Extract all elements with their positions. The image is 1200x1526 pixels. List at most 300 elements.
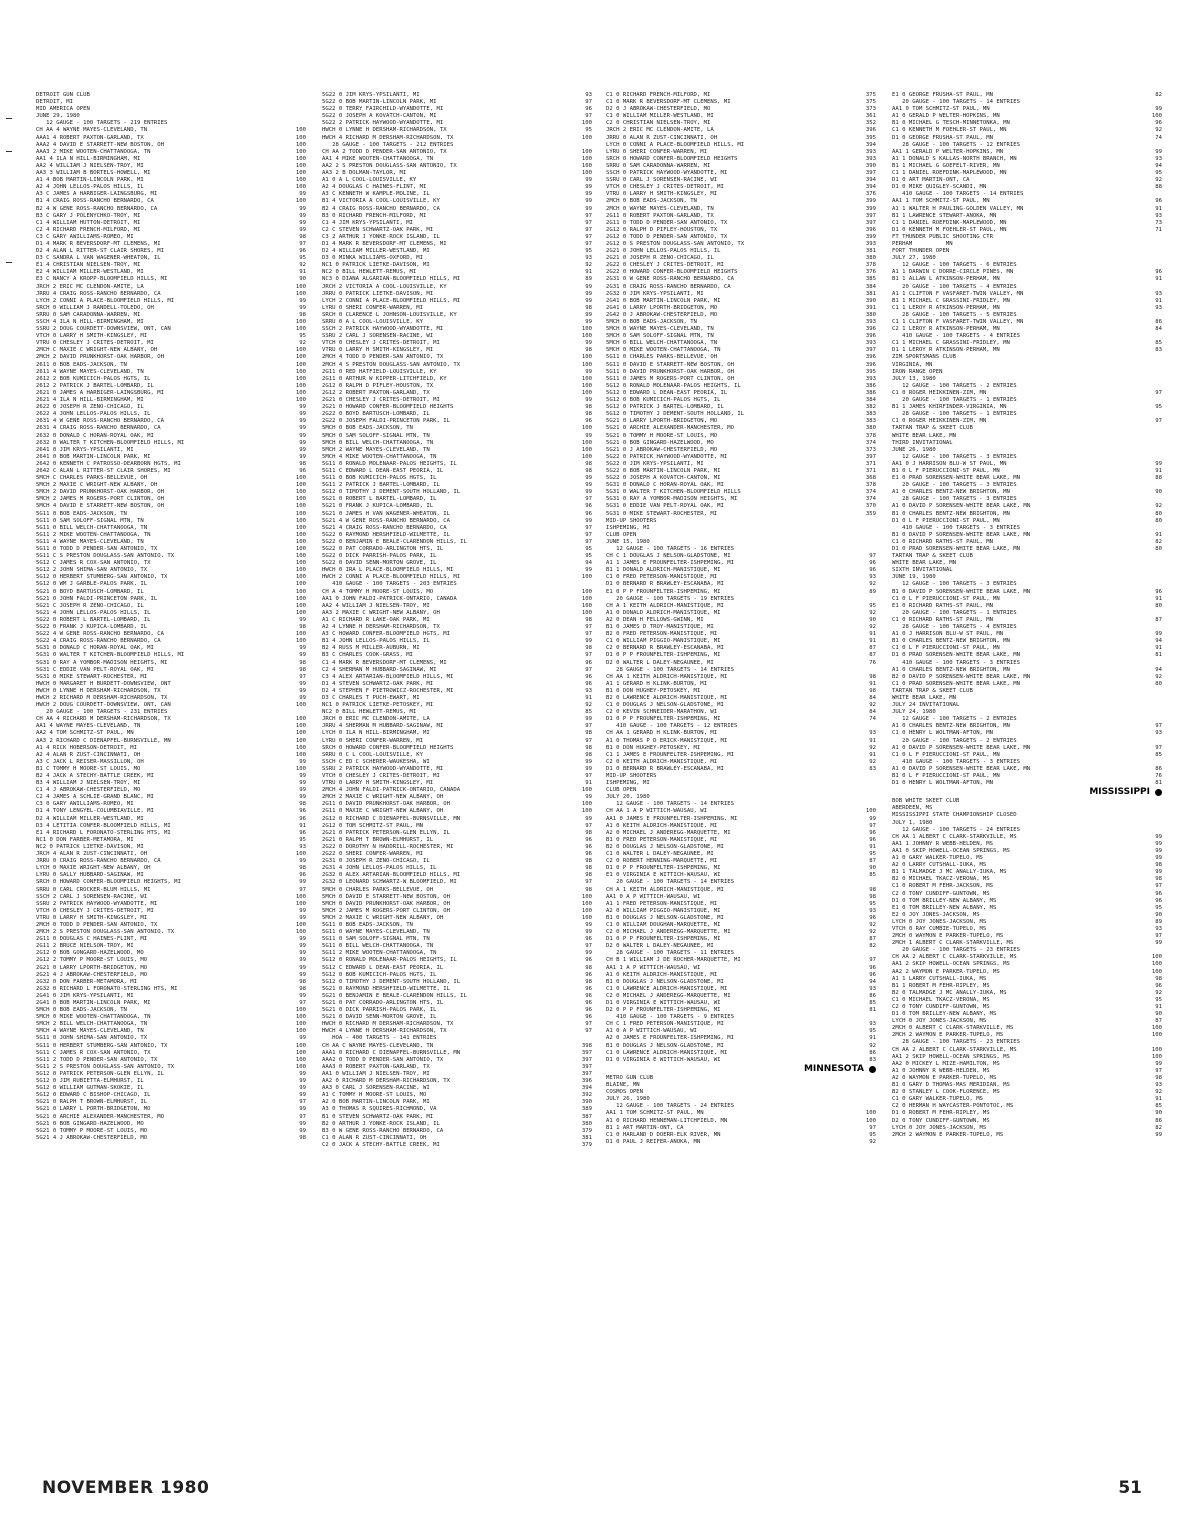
result-entry: 2G32 0 DON FARBER-METAMORA, MI: [36, 978, 138, 985]
result-line: [606, 518, 876, 525]
result-score: 352: [865, 120, 876, 127]
result-line: [892, 695, 1162, 702]
result-entry: C2 0 KEITH ALDRICH-MANISTIQUE, MI: [606, 758, 718, 765]
result-entry: B1 0 DON HUGHEY-PETOSKEY, MI: [606, 744, 701, 751]
result-line: [322, 574, 592, 581]
result-line: [892, 340, 1162, 347]
result-score: 394: [581, 1085, 592, 1092]
result-entry: D2 0 WALTER L DALEY-NEGAUNEE, MI: [606, 659, 714, 666]
result-entry: LYCH 0 JOY JONES-JACKSON, MS: [892, 918, 987, 925]
result-line: [892, 276, 1162, 283]
result-entry: DETROIT, MI: [36, 99, 74, 106]
result-score: [1140, 411, 1162, 418]
result-score: 93: [1155, 212, 1162, 219]
result-score: 100: [581, 453, 592, 460]
result-line: [36, 241, 306, 248]
result-score: 99: [585, 283, 592, 290]
result-entry: E2 0 JOY JONES-JACKSON, MS: [892, 911, 980, 918]
result-entry: C3 0 GARY AWILLIAMS-ROMEO, MI: [36, 801, 134, 808]
result-entry: CH A 4 TOMMY H MOORE-ST LOUIS, MO: [322, 588, 434, 595]
result-score: 99: [1155, 940, 1162, 947]
result-line: [36, 227, 306, 234]
result-score: 98: [869, 687, 876, 694]
result-entry: JRRU 0 ALAN R ZUST-CINCINNATI, OH: [606, 134, 718, 141]
result-score: 397: [865, 219, 876, 226]
result-entry: 5G21 0 BOYD BARTUSCH-LOMBARD, IL: [36, 588, 144, 595]
result-entry: C1 1 DANIEL ROEFDINK-MAPLEWOOD, MN: [892, 170, 1007, 177]
result-score: 91: [1155, 467, 1162, 474]
result-line: [322, 376, 592, 383]
result-line: [892, 1061, 1162, 1068]
result-line: [892, 631, 1162, 638]
result-line: [36, 1014, 306, 1021]
result-score: [1140, 798, 1162, 805]
result-entry: 5G31 0 EDDIE VAN PELT-ROYAL OAK, MI: [606, 503, 724, 510]
result-score: 97: [1155, 389, 1162, 396]
result-line: [322, 255, 592, 262]
result-score: 98: [1155, 876, 1162, 883]
result-score: [1140, 248, 1162, 255]
result-score: [854, 1014, 876, 1021]
result-entry: 410 GAUGE - 100 TARGETS - 9 ENTRIES: [606, 1014, 734, 1021]
result-entry: C1 0 MARK R BEVERSDORF-MT CLEMENS, MI: [606, 99, 731, 106]
result-line: [606, 262, 876, 269]
result-score: 98: [869, 893, 876, 900]
result-line: [322, 475, 592, 482]
result-score: 96: [1155, 982, 1162, 989]
result-entry: A2 0 MICHAEL J ANDEREGG-MARQUETTE, MI: [606, 829, 731, 836]
result-entry: B1 0 FRED PETERSON-MANISTIQUE, MI: [606, 836, 718, 843]
result-score: 82: [1155, 92, 1162, 98]
result-entry: 2MCH 4 TODD D PENDER-SAN ANTONIO, TX: [322, 354, 444, 361]
result-score: 100: [295, 389, 306, 396]
result-line: [322, 674, 592, 681]
result-score: 100: [295, 553, 306, 560]
result-entry: JULY 1, 1980: [892, 819, 933, 826]
result-line: [36, 482, 306, 489]
result-score: 97: [585, 531, 592, 538]
result-score: 87: [1155, 1018, 1162, 1025]
result-score: 86: [1155, 765, 1162, 772]
result-line: [606, 1089, 876, 1096]
result-entry: B1 1 DONALD ALDRICH-MANISTIQUE, MI: [606, 567, 721, 574]
state-label-minnesota: [606, 1063, 876, 1074]
result-line: [322, 1057, 592, 1064]
result-line: [36, 213, 306, 220]
result-entry: 5G11 0 DAVID PRUNKHORST-OAK HARBOR, OH: [606, 368, 734, 375]
result-line: [36, 127, 306, 134]
result-entry: 5G22 0 TERRY FAIRCHILD-WYANDOTTE, MI: [322, 106, 444, 113]
result-line: [892, 912, 1162, 919]
result-score: 96: [1155, 120, 1162, 127]
result-line: [36, 716, 306, 723]
result-entry: 2G12 0 RICHARD C DIENAPFEL-BURNSVILLE, MN: [322, 815, 461, 822]
result-line: [322, 610, 592, 617]
result-entry: CH AA 1 KEITH ALDRICH-MANISTIQUE, MI: [606, 673, 728, 680]
result-score: [1140, 454, 1162, 461]
result-score: 99: [299, 680, 306, 687]
result-entry: A2 4 JOHN LELLOS-PALOS HILLS, IL: [36, 184, 144, 191]
result-entry: D1 0 TOM BRILLEY-NEW ALBANY, MS: [892, 1011, 997, 1018]
result-line: [892, 333, 1162, 340]
result-score: 98: [869, 886, 876, 893]
result-score: 100: [295, 347, 306, 354]
result-line: [322, 567, 592, 574]
result-score: [1140, 1039, 1162, 1046]
result-line: [36, 624, 306, 631]
result-entry: 2MCH 0 WAYNE MAYES-CLEVELAND, TN: [606, 205, 714, 212]
result-entry: VTCH 0 CHESLEY J CRITES-DETROIT, MI: [606, 184, 724, 191]
result-entry: 2G42 0 J ABROKAW-CHESTERFIELD, MO: [606, 311, 718, 318]
result-score: 380: [865, 425, 876, 432]
result-score: 91: [869, 631, 876, 638]
result-score: [1140, 99, 1162, 106]
result-entry: 5G31 C EDDIE VAN PELT-ROYAL OAK, MI: [36, 666, 154, 673]
result-line: [36, 610, 306, 617]
result-line: [322, 908, 592, 915]
result-entry: C3 2 ARTHUR J YONKE-ROCK ISLAND, IL: [322, 233, 440, 240]
result-entry: AAA1 0 RICHARD C DIENAPFEL-BURNSVILLE, MN: [322, 1049, 461, 1056]
result-score: [1140, 805, 1162, 812]
result-entry: E1 4 CHRISTIAN NIELSEN-TROY, MI: [36, 262, 141, 269]
result-score: 92: [869, 609, 876, 616]
result-entry: 2MCH 2 MAXIE C WRIGHT-NEW ALBANY, OH: [322, 794, 444, 801]
result-entry: AA3 2 RICHARD C DIENAPFEL-BURNSVILLE, MN: [36, 737, 171, 744]
result-line: [322, 851, 592, 858]
result-score: 93: [869, 574, 876, 581]
result-entry: AA1 0 JOHN FALDI-PATRICK-ONTARIO, CANADA: [322, 595, 457, 602]
result-entry: A2 0 JAMES E FROUNFELTER-ISHPEMING, MI: [606, 1035, 734, 1042]
result-line: [36, 901, 306, 908]
result-score: 91: [869, 737, 876, 744]
result-score: 96: [299, 829, 306, 836]
result-line: [606, 908, 876, 915]
result-entry: E1 0 GEORGE FRUSHA-ST PAUL, MN: [892, 92, 994, 98]
result-score: 92: [1155, 127, 1162, 134]
result-score: 100: [1151, 968, 1162, 975]
result-line: [606, 184, 876, 191]
result-entry: SRCH 0 HOWARD CONFER-BLOOMFIELD HEIGHTS: [322, 744, 454, 751]
result-entry: D1 0 P P FROUNFELTER-ISHPEMING, MI: [606, 652, 721, 659]
result-entry: B2 0 ARTHUR J YONKE-ROCK ISLAND, IL: [322, 1120, 440, 1127]
result-entry: SSRU 2 DOUG COURDETT-DOWNSVIEW, ONT, CAN: [36, 326, 171, 333]
result-score: [854, 723, 876, 730]
result-line: [322, 716, 592, 723]
result-entry: 5G12 C JAMES R COX-SAN ANTONIO, TX: [36, 560, 151, 567]
result-score: [570, 1035, 592, 1042]
result-score: 97: [585, 212, 592, 219]
result-score: 99: [585, 482, 592, 489]
result-score: 98: [299, 865, 306, 872]
result-entry: C1 1 JAMES E FROUNFELTER-ISHPEMING, MI: [606, 751, 734, 758]
result-score: 96: [585, 680, 592, 687]
result-line: [36, 660, 306, 667]
result-score: 98: [585, 730, 592, 737]
result-entry: JUNE 29, 1980: [36, 113, 80, 120]
result-line: [892, 475, 1162, 482]
result-line: [892, 248, 1162, 255]
result-line: [322, 518, 592, 525]
result-line: [606, 312, 876, 319]
result-entry: MISSISSIPPI STATE CHAMPIONSHIP CLOSED: [892, 812, 1017, 819]
result-entry: 28 GAUGE - 100 TARGETS - 23 ENTRIES: [892, 1039, 1020, 1046]
result-entry: D2 4 WILLIAM MILLER-WESTLAND, MI: [36, 815, 144, 822]
result-entry: TARTAN TRAP & SKEET CLUB: [892, 553, 973, 560]
result-line: [606, 695, 876, 702]
result-score: 99: [299, 219, 306, 226]
result-score: 99: [1155, 1131, 1162, 1138]
result-score: 96: [869, 964, 876, 971]
result-score: 387: [581, 1113, 592, 1120]
result-score: 82: [1155, 538, 1162, 545]
result-line: [322, 553, 592, 560]
result-line: [892, 876, 1162, 883]
result-line: [892, 848, 1162, 855]
result-line: [606, 511, 876, 518]
result-entry: AAA2 4 DAVID E STARRETT-NEW BOSTON, OH: [36, 141, 164, 148]
result-score: 99: [299, 453, 306, 460]
result-line: [322, 127, 592, 134]
result-score: 100: [295, 134, 306, 141]
result-line: [36, 794, 306, 801]
result-line: [606, 950, 876, 957]
result-line: [322, 667, 592, 674]
result-score: 100: [295, 900, 306, 907]
result-line: [322, 631, 592, 638]
result-line: [892, 905, 1162, 912]
result-line: [322, 773, 592, 780]
result-score: 371: [865, 467, 876, 474]
result-line: [606, 163, 876, 170]
result-line: [892, 990, 1162, 997]
result-line: [322, 213, 592, 220]
result-entry: A1 0 JOHNNY R WEBB-HELDEN, MS: [892, 1067, 990, 1074]
result-line: [606, 418, 876, 425]
result-entry: 410 GAUGE - 100 TARGETS - 3 ENTRIES: [892, 758, 1020, 765]
result-entry: SSRU 2 PATRICK HAYWOOD-WYANDOTTE, MI: [36, 900, 158, 907]
result-score: 371: [865, 460, 876, 467]
result-score: 88: [1155, 475, 1162, 482]
result-score: [1140, 234, 1162, 241]
result-score: 100: [295, 921, 306, 928]
result-score: 87: [869, 936, 876, 943]
result-entry: AA2 0 MICKEY L MIZE-HAMILTON, MS: [892, 1060, 1000, 1067]
result-entry: JRCH 2 ERIC MC CLENDON-AMITE, LA: [606, 127, 714, 134]
result-line: [36, 844, 306, 851]
result-entry: 5G31 0 WALTER T KITCHEN-BLOOMFIELD HILLS: [606, 489, 741, 496]
result-line: [892, 674, 1162, 681]
result-line: [892, 841, 1162, 848]
result-line: [322, 872, 592, 879]
result-score: 100: [295, 851, 306, 858]
result-score: 96: [299, 808, 306, 815]
result-entry: 5G12 0 RONALD MOLENAAR-PALOS HEIGHTS, IL: [606, 382, 741, 389]
result-score: 99: [299, 694, 306, 701]
result-entry: BLAINE, MN: [606, 1082, 640, 1089]
result-line: [606, 830, 876, 837]
result-line: [36, 801, 306, 808]
result-line: [606, 135, 876, 142]
results-column-1: [36, 92, 306, 1142]
result-entry: 5G12 0 BOB KUMICICH-PALOS HGTS, IL: [606, 397, 721, 404]
result-line: [36, 142, 306, 149]
result-entry: NC2 0 BILL HEWLETT-REMUS, MI: [322, 709, 417, 716]
result-entry: JULY 20, 1980: [606, 794, 650, 801]
result-line: [606, 610, 876, 617]
result-entry: B2 0 STANLEY L COOK-FLORENCE, MS: [892, 1089, 1000, 1096]
result-entry: A1 4 RICK HOBERSON-DETROIT, MI: [36, 744, 138, 751]
result-line: [36, 957, 306, 964]
result-score: 99: [1155, 869, 1162, 876]
result-entry: A3 C JACK L REISER-MASSILLON, OH: [36, 758, 144, 765]
result-line: [892, 433, 1162, 440]
result-line: [606, 340, 876, 347]
result-entry: D2 4 STEPHEN F PIETROWICZ-ROCHESTER, MI: [322, 687, 454, 694]
result-entry: 5G11 2 TODD D PENDER-SAN ANTONIO, TX: [36, 1056, 158, 1063]
result-entry: 5G11 0 HERBERT STUMBERG-SAN ANTONIO, TX: [36, 1042, 168, 1049]
result-line: [322, 262, 592, 269]
result-line: [892, 546, 1162, 553]
result-score: 100: [295, 524, 306, 531]
result-entry: 2G12 0 BOB GONGARD-HAZELWOOD, MO: [36, 950, 144, 957]
result-score: 381: [865, 248, 876, 255]
result-line: [36, 929, 306, 936]
result-line: [606, 993, 876, 1000]
result-line: [606, 1132, 876, 1139]
result-entry: B3 C CHARLES COOK-GRASS, MI: [322, 652, 413, 659]
result-line: [322, 1099, 592, 1106]
result-entry: CLUB OPEN: [606, 531, 637, 538]
result-entry: B1 0 DOUGLAS J NELSON-GLADSTONE, MI: [606, 914, 724, 921]
result-line: [322, 347, 592, 354]
result-line: [36, 1050, 306, 1057]
result-line: [322, 759, 592, 766]
result-entry: C1 4 J ABROKAW-CHESTERFIELD, MO: [36, 787, 141, 794]
result-entry: 2G32 0 JIM KRYS-YPSILANTI, MI: [606, 290, 704, 297]
result-entry: AA2 2 S PRESTON DOUGLASS-SAN ANTONIO, TX: [322, 162, 457, 169]
result-entry: B2 4 W GENE ROSS-RANCHO BERNARDO, CA: [36, 205, 158, 212]
result-entry: D2 0 J ABROKAW-CHESTERFIELD, MO: [606, 106, 711, 113]
result-score: 99: [299, 773, 306, 779]
result-line: [322, 709, 592, 716]
result-line: [892, 610, 1162, 617]
result-line: [36, 198, 306, 205]
result-entry: 2621 0 JAMES A HARBIGER-LAINGSBURG, MI: [36, 389, 164, 396]
result-line: [36, 312, 306, 319]
result-score: 100: [295, 546, 306, 552]
result-score: [854, 1096, 876, 1103]
result-entry: 2G31 0 JOSEPH R ZENO-CHICAGO, IL: [322, 858, 430, 865]
result-line: [36, 447, 306, 454]
result-entry: C1 0 WILLIAM MILLER-WESTLAND, MI: [606, 113, 714, 120]
result-entry: B1 1 ALLAN L ATKINSON-PERHAM, MN: [892, 276, 1000, 283]
result-entry: 5MCH 0 WAYNE MAYES-CLEVELAND, TN: [606, 326, 714, 333]
result-line: [322, 390, 592, 397]
result-entry: B1 4 VICTORIA A COOL-LOUISVILLE, KY: [322, 198, 440, 205]
result-line: [36, 376, 306, 383]
result-entry: AAA1 4 ROBERT PAXTON-GARLAND, TX: [36, 134, 144, 141]
result-entry: 5G11 C EDWARD L DEAN-EAST PEORIA, IL: [322, 467, 444, 474]
result-score: [854, 525, 876, 532]
result-entry: FT THUNDER PUBLIC SHOOTING CTR: [892, 233, 994, 240]
result-line: [606, 674, 876, 681]
result-score: 99: [299, 304, 306, 311]
result-score: [1140, 142, 1162, 149]
result-entry: 2MCH 2 DAVID PRUNKHORST-OAK HARBOR, OH: [36, 354, 164, 361]
result-entry: C1 0 GARY WALKER-TUPELO, MS: [892, 1096, 983, 1103]
result-entry: CH AA 4 RICHARD M DERSHAM-RICHARDSON, TX: [36, 716, 171, 723]
result-entry: 2G12 0 TOM SCHMITZ-ST PAUL, MN: [322, 822, 424, 829]
result-entry: LYCH 2 CONNI A PLACE-BLOOMFIELD HILLS, MI: [322, 297, 461, 304]
result-score: 100: [581, 120, 592, 127]
result-line: [36, 972, 306, 979]
result-entry: C1 4 JIM KRYS-YPSILANTI, MI: [322, 219, 413, 226]
result-entry: 2621 4 ILA N HILL-BIRMINGHAM, MI: [36, 397, 144, 404]
result-entry: LYCH 0 MAXIE WRIGHT-NEW ALBANY, OH: [36, 865, 151, 872]
result-line: [322, 1128, 592, 1135]
result-line: [892, 553, 1162, 560]
result-score: 92: [869, 758, 876, 765]
result-line: [606, 425, 876, 432]
result-score: 378: [865, 432, 876, 439]
result-entry: 5G22 0 JOSEPH A KOVATCH-CANTON, MI: [322, 113, 437, 120]
result-entry: 2632 0 DONALD C HORAN-ROYAL OAK, MI: [36, 432, 154, 439]
result-entry: SRCH 0 HOWARD CONFER-BLOOMFIELD HEIGHTS: [606, 155, 738, 162]
result-line: [606, 503, 876, 510]
result-line: [892, 780, 1162, 787]
result-entry: A3 C HOWARD CONFER-BLOOMFIELD HGTS, MI: [322, 631, 450, 638]
result-line: [36, 830, 306, 837]
result-line: [36, 808, 306, 815]
result-line: [36, 440, 306, 447]
result-score: 80: [1155, 517, 1162, 524]
result-entry: E1 0 VIRGINIA E WITTICH-WAUSAU, WI: [606, 872, 721, 879]
result-score: 99: [585, 319, 592, 325]
result-entry: B1 0 DAVID P SORENSEN-WHITE BEAR LAKE, MN: [892, 531, 1031, 538]
result-score: 100: [581, 354, 592, 361]
result-score: 99: [299, 432, 306, 439]
result-line: [36, 1028, 306, 1035]
result-score: 100: [295, 602, 306, 609]
result-score: 98: [299, 311, 306, 318]
result-line: [606, 773, 876, 780]
result-line: [606, 397, 876, 404]
result-score: 98: [585, 978, 592, 985]
result-entry: C2 4 RICHARD FRENCH-MILFORD, MI: [36, 226, 141, 233]
result-line: [322, 404, 592, 411]
result-entry: 28 GAUGE - 100 TARGETS - 4 ENTRIES: [892, 624, 1017, 631]
result-entry: B1 0 GARY D THOMAS-MAS MERIDIAN, MS: [892, 1082, 1010, 1089]
result-entry: B2 0 DOUGLAS J NELSON-GLADSTONE, MI: [606, 843, 724, 850]
result-entry: 2G22 0 SHERI CONFER-WARREN, MI: [322, 851, 424, 858]
result-entry: C2 0 ROBERT HENNING-MARQUETTE, MI: [606, 858, 718, 865]
result-score: 93: [585, 687, 592, 694]
result-line: [606, 574, 876, 581]
result-score: 100: [1151, 1032, 1162, 1039]
result-line: [892, 269, 1162, 276]
result-score: 399: [865, 198, 876, 205]
result-line: [606, 752, 876, 759]
result-line: [606, 376, 876, 383]
result-line: [892, 191, 1162, 198]
state-label-text: MISSISSIPPI: [1089, 787, 1150, 798]
result-score: 397: [865, 453, 876, 460]
result-entry: 5G31 0 MIKE STEWART-ROCHESTER, MI: [606, 510, 718, 517]
result-line: [606, 943, 876, 950]
result-line: [36, 1106, 306, 1113]
result-line: [606, 354, 876, 361]
result-line: [892, 589, 1162, 596]
